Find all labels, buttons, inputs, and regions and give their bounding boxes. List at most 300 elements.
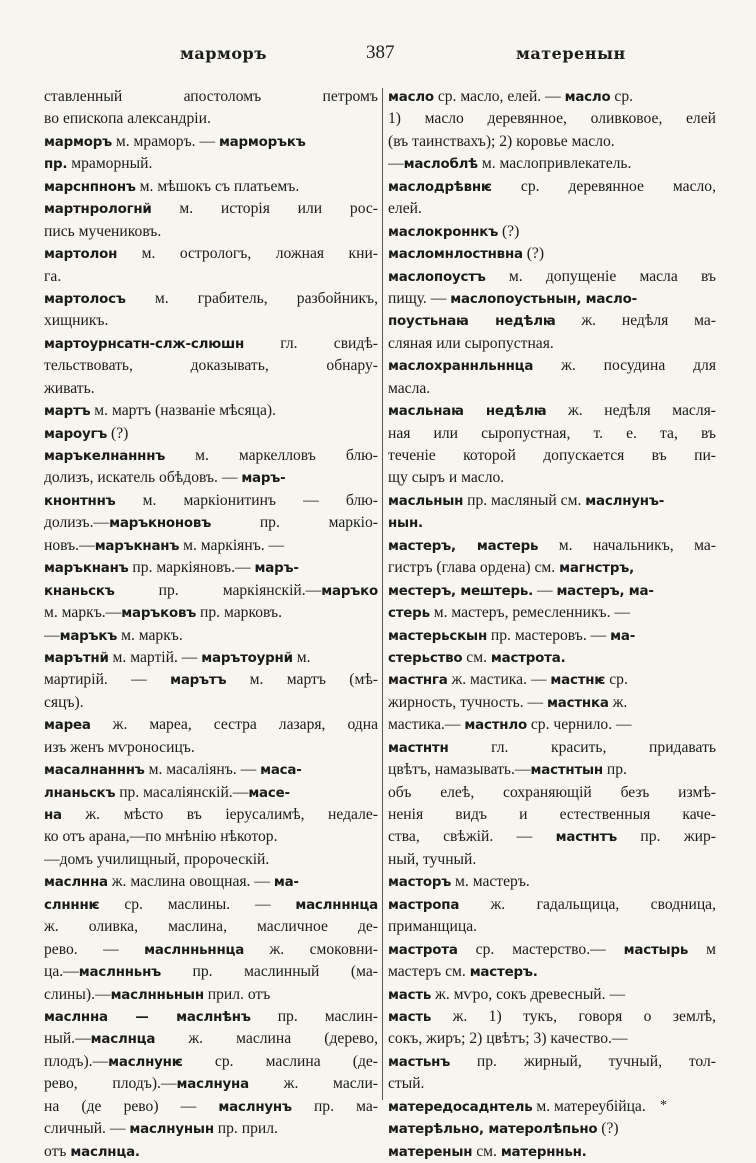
headword: мароугъ [44, 426, 108, 442]
definition-text: м. мѣшокъ съ платьемъ. [135, 177, 300, 195]
headword: маръ- [254, 561, 299, 577]
headword: маслнуна [176, 1077, 249, 1093]
definition-text: плодъ).— [44, 1052, 109, 1070]
text-line [44, 669, 378, 691]
text-line [44, 625, 378, 647]
definition-text: пр. жир- [617, 828, 716, 846]
text-line [44, 804, 378, 826]
headword: масть [388, 1009, 432, 1025]
headword: мастнѥ [550, 673, 606, 689]
definition-text: ный, тучный. [388, 850, 477, 868]
definition-text: 1) масло деревянное, оливковое, елей [388, 110, 716, 128]
definition-text: (?) [498, 222, 520, 240]
headword: мастрота. [490, 650, 566, 666]
text-line [388, 782, 716, 804]
headword: мартнрологнй [44, 202, 152, 218]
text-line [388, 849, 716, 871]
headword: маръко [321, 583, 378, 599]
definition-text: пр. жирный, тучный, тол- [450, 1052, 716, 1070]
definition-text: пр. масаліянскій.— [115, 783, 249, 801]
text-line [388, 647, 716, 669]
definition-text: м. мартій. — [108, 648, 202, 666]
text-line [388, 984, 716, 1006]
text-line [44, 467, 378, 489]
definition-text: новъ.— [44, 536, 95, 554]
definition-text: ж. маслина овощная. — [107, 873, 274, 891]
text-line [388, 131, 716, 153]
definition-text: га. [44, 267, 62, 285]
text-line [388, 86, 716, 108]
definition-text: пись мучениковъ. [44, 222, 162, 240]
definition-text: м. [292, 648, 311, 666]
definition-text: (?) [522, 245, 545, 263]
definition-text: пр. [603, 761, 627, 779]
text-line [388, 266, 716, 288]
text-line [388, 108, 716, 130]
headword: стерь [388, 606, 430, 622]
headword: масльнаꙗ недѣлꙗ [388, 404, 547, 420]
text-line [388, 355, 716, 377]
definition-text: (въ таинствахъ); 2) коровье масло. [388, 132, 615, 150]
headword: масть [388, 987, 432, 1003]
headword: масльнын [388, 493, 464, 509]
text-line [388, 692, 716, 714]
text-line [44, 782, 378, 804]
text-line [388, 310, 716, 332]
headword: мастнтъ [555, 830, 618, 846]
text-line [44, 984, 378, 1006]
headword: матернньн. [500, 1144, 587, 1160]
definition-text: мраморный. [67, 155, 153, 173]
text-line [388, 714, 716, 736]
definition-text: прил. отъ [203, 985, 271, 1003]
definition-text: —домъ училищный, пророческій. [44, 850, 270, 868]
definition-text: ж. маслина (дерево, [155, 1030, 378, 1048]
text-line [388, 580, 716, 602]
headword: мастнло [464, 718, 527, 734]
text-line [44, 961, 378, 983]
text-line [44, 692, 378, 714]
definition-text: пр. маркіянскій.— [114, 581, 322, 599]
definition-text: ср. чернило. — [526, 716, 632, 734]
definition-text: м. масаліянъ. — [144, 761, 261, 779]
definition-text: м. мартъ (названіе мѣсяца). [90, 402, 276, 420]
headword: масторъ [388, 875, 452, 891]
text-line [388, 894, 716, 916]
headword: кнонтннъ [44, 493, 116, 509]
definition-text: щу сыръ и масло. [388, 469, 505, 487]
text-line [44, 939, 378, 961]
definition-text: ный.— [44, 1030, 91, 1048]
definition-text: — [533, 581, 557, 599]
definition-text: м. грабитель, разбойникъ, [125, 289, 378, 307]
definition-text: гистръ (глава ордена) см. [388, 559, 560, 577]
running-head-right: матеренын [516, 44, 626, 63]
text-line [388, 1118, 716, 1140]
text-line [44, 400, 378, 422]
text-line [388, 445, 716, 467]
left-column [44, 86, 378, 1163]
headword: матерѣльно, матеролѣпьно [388, 1122, 598, 1138]
text-line [388, 490, 716, 512]
headword: масло [564, 90, 611, 105]
text-line [44, 490, 378, 512]
text-line [44, 557, 378, 579]
definition-text: во епископа александріи. [44, 110, 211, 128]
headword: маслохраннльннца [388, 359, 534, 375]
definition-text: гл. свидѣ- [244, 334, 378, 352]
text-line [44, 714, 378, 736]
headword: мастеръ. [469, 965, 538, 981]
text-line [388, 1006, 716, 1028]
text-line [388, 243, 716, 265]
headword: маслнннца [295, 897, 378, 913]
definition-text: отъ [44, 1142, 71, 1160]
text-line [388, 423, 716, 445]
text-line [388, 826, 716, 848]
text-line [388, 378, 716, 400]
headword: мартоурнсатн-слж-слюшн [44, 336, 245, 352]
definition-text: пр. маслин- [250, 1007, 378, 1025]
text-line [388, 333, 716, 355]
definition-text: ср. маслина (де- [182, 1052, 378, 1070]
headword: маслнна [44, 875, 108, 891]
definition-text: ненія видъ и естественныя каче- [388, 806, 716, 823]
definition-text: пр. масляный см. [463, 491, 586, 509]
headword: маръковъ [121, 606, 197, 622]
text-line [44, 378, 378, 400]
definition-text: м. острологъ, ложная кни- [117, 245, 378, 263]
definition-text: хищникъ. [44, 312, 109, 330]
headword: на [44, 808, 62, 823]
headword: маслодрѣвнѥ [388, 179, 492, 195]
definition-text: м. маркъ.— [44, 604, 122, 622]
definition-text: ства, свѣжій. — [388, 828, 556, 846]
definition-text: елей. [388, 200, 422, 218]
headword: маслопоустъ [388, 269, 486, 285]
definition-text: (?) [597, 1120, 619, 1138]
headword: масе- [248, 785, 290, 801]
text-line [44, 355, 378, 377]
text-line [388, 669, 716, 691]
text-line [388, 288, 716, 310]
running-head-left: марморъ [180, 44, 267, 63]
text-line [44, 153, 378, 175]
text-line [44, 176, 378, 198]
headword: матередосаднтель [388, 1099, 533, 1115]
text-line [388, 221, 716, 243]
text-line [44, 198, 378, 220]
definition-text: ж. гадальщица, сводница, [459, 895, 716, 913]
headword: маръкнанъ [44, 561, 129, 577]
text-line [44, 602, 378, 624]
text-line [44, 849, 378, 871]
definition-text: ср. [610, 88, 634, 105]
headword: маслнунын [129, 1122, 214, 1138]
headword: маръ- [241, 471, 286, 487]
text-line [388, 804, 716, 826]
definition-text: приманщица. [388, 918, 478, 936]
definition-text: ца.— [44, 963, 79, 981]
headword: мартъ [44, 404, 91, 420]
text-line [388, 1141, 716, 1163]
definition-text: ставленный апостоломъ петромъ [44, 88, 378, 105]
definition-text: ж. 1) тукъ, говоря о землѣ, [431, 1007, 716, 1025]
headword: мастропа [388, 897, 460, 913]
text-line [44, 871, 378, 893]
headword: поустьнаꙗ недѣлꙗ [388, 314, 556, 330]
headword: маръкъ [59, 628, 118, 644]
text-line [44, 916, 378, 938]
definition-text: м. маркъ. [117, 626, 183, 644]
text-line [44, 535, 378, 557]
definition-text: объ елеѣ, сохраняющій безъ измѣ- [388, 783, 716, 801]
definition-text: ко отъ арана,—по мнѣнію нѣкотор. [44, 828, 278, 846]
definition-text: мастика.— [388, 716, 465, 734]
definition-text: слины).— [44, 985, 111, 1003]
text-line [44, 131, 378, 153]
text-line [44, 1006, 378, 1028]
headword: марморъ [44, 134, 112, 150]
headword: нын. [388, 516, 423, 532]
text-line [44, 1096, 378, 1118]
headword: маслнньнын [110, 987, 204, 1003]
definition-text: долизъ, искатель обѣдовъ. — [44, 469, 242, 487]
headword: маслопоустьнын, масло- [450, 291, 637, 307]
definition-text: ср. маслины. — [99, 895, 296, 913]
definition-text: сокъ, жиръ; 2) цвѣтъ; 3) качество.— [388, 1030, 628, 1048]
definition-text: пр. маркіяновъ.— [128, 559, 255, 577]
definition-text: ж. масли- [248, 1075, 378, 1093]
text-line [44, 266, 378, 288]
definition-text: сяцъ). [44, 693, 84, 711]
definition-text: ср. деревянное масло, [491, 177, 716, 195]
definition-text: м. мастеръ, ремесленникъ. — [429, 604, 630, 622]
definition-text: мартирій. — [44, 671, 171, 689]
text-line [388, 153, 716, 175]
footer-mark: * [660, 1098, 667, 1113]
column-divider [382, 88, 383, 1100]
headword: стерьство [388, 650, 463, 666]
headword: маслоблѣ [403, 157, 478, 173]
text-line [388, 535, 716, 557]
definition-text: м. мраморъ. — [111, 132, 219, 150]
text-line [44, 310, 378, 332]
definition-text: м. маркіонитинъ — блю- [115, 491, 378, 509]
text-line [388, 400, 716, 422]
text-line [388, 759, 716, 781]
headword: маръкнанъ [94, 538, 180, 554]
headword: маслнньнъ [78, 965, 161, 981]
definition-text: — [388, 155, 404, 173]
text-line [388, 176, 716, 198]
headword: ма- [610, 628, 636, 644]
text-line [388, 1028, 716, 1050]
definition-text: м. матереубійца. [532, 1097, 646, 1115]
headword: маслнца [90, 1032, 156, 1048]
text-line [388, 557, 716, 579]
definition-text: пр. марковъ. [196, 604, 282, 622]
headword: лнаньскъ [44, 785, 116, 801]
headword: масломнлостнвна [388, 247, 523, 263]
headword: марътнй [44, 650, 109, 666]
text-line [388, 602, 716, 624]
definition-text: сляная или сыропустная. [388, 334, 554, 352]
definition-text: пищу. — [388, 289, 451, 307]
headword: пр. [44, 157, 68, 173]
definition-text: изъ женъ мѵроносицъ. [44, 738, 195, 756]
definition-text: пр. маслинный (ма- [160, 963, 378, 981]
definition-text: ж. [608, 693, 628, 711]
definition-text: см. [462, 648, 491, 666]
definition-text: — [44, 626, 60, 644]
definition-text: ср. масло, елей. — [433, 88, 565, 105]
definition-text: м. начальникъ, ма- [538, 536, 716, 554]
definition-text: ср. мастерство.— [457, 940, 624, 958]
text-line [44, 445, 378, 467]
headword: маслнунъ [218, 1099, 292, 1115]
definition-text: ср. [605, 671, 628, 689]
text-line [388, 916, 716, 938]
headword: мастерьскын [388, 628, 488, 644]
text-line [44, 288, 378, 310]
definition-text: пр. прил. [213, 1120, 278, 1138]
headword: маслокроннкъ [388, 224, 499, 240]
headword: мастрота [388, 942, 458, 958]
definition-text: рево. — [44, 940, 145, 958]
definition-text: ная или сыропустная, т. е. та, въ [388, 424, 716, 442]
headword: маслнца. [70, 1144, 140, 1160]
headword: мастеръ, ма- [556, 583, 654, 599]
headword: местеръ, мештерь. [388, 583, 534, 599]
definition-text: ж. недѣля ма- [555, 312, 716, 330]
definition-text: гл. красить, придавать [448, 738, 716, 756]
text-line [44, 423, 378, 445]
text-line [388, 939, 716, 961]
text-line [44, 333, 378, 355]
text-line [44, 826, 378, 848]
headword: марътоурнй [201, 650, 293, 666]
running-head [40, 44, 730, 70]
headword: мастнга [388, 673, 448, 689]
headword: магнстръ, [559, 561, 634, 577]
text-line [388, 198, 716, 220]
headword: кнаньскъ [44, 583, 115, 599]
text-line [44, 243, 378, 265]
definition-text: цвѣтъ, намазывать.— [388, 761, 531, 779]
text-line [44, 221, 378, 243]
headword: маслнунѥ [108, 1054, 183, 1070]
text-line [44, 86, 378, 108]
text-line [388, 871, 716, 893]
headword: мартолосъ [44, 291, 126, 307]
headword: масалнанннъ [44, 763, 145, 779]
definition-text: стый. [388, 1075, 425, 1093]
definition-text: ж. смоковни- [244, 940, 378, 958]
headword: мартолон [44, 247, 118, 263]
definition-text: м. маркіянъ. — [179, 536, 285, 554]
definition-text: живать. [44, 379, 95, 397]
text-line [44, 580, 378, 602]
headword: слнннѥ [44, 897, 100, 913]
definition-text: м. мастеръ. [451, 873, 530, 891]
definition-text: м. мартъ (мѣ- [226, 671, 378, 689]
definition-text: м. исторія или рос- [151, 200, 378, 218]
text-line [44, 1118, 378, 1140]
definition-text: (?) [107, 424, 129, 442]
headword: маръкелнанннъ [44, 449, 166, 464]
definition-text: пр. мастеровъ. — [487, 626, 611, 644]
definition-text: ж. недѣля масля- [546, 402, 716, 420]
headword: марморъкъ [218, 134, 306, 150]
definition-text: м. допущеніе масла въ [485, 267, 716, 285]
definition-text: долизъ.— [44, 514, 110, 532]
definition-text: ж. мастика. — [447, 671, 551, 689]
headword: маслнна — маслнѣнъ [44, 1009, 251, 1025]
text-line [44, 512, 378, 534]
definition-text: ж. мѵро, сокъ древесный. — [431, 985, 626, 1003]
headword: матеренын [388, 1144, 473, 1160]
right-column [388, 86, 716, 1163]
headword: маслнньннца [144, 942, 245, 958]
definition-text: пр. ма- [291, 1097, 378, 1115]
definition-text: тельствовать, доказывать, обнару- [44, 357, 378, 375]
definition-text: см. [472, 1142, 501, 1160]
text-line [44, 647, 378, 669]
headword: маслнунъ- [585, 493, 665, 509]
definition-text: м [688, 940, 716, 958]
text-line [388, 961, 716, 983]
headword: мареа [44, 718, 91, 734]
definition-text: жирность, тучность. — [388, 693, 548, 711]
text-line [388, 1051, 716, 1073]
headword: ма- [273, 875, 299, 891]
definition-text: мастеръ см. [388, 963, 470, 981]
text-line [388, 737, 716, 759]
page-number: 387 [366, 42, 395, 63]
text-line [44, 894, 378, 916]
text-line [44, 108, 378, 130]
definition-text: м. маслопривлекатель. [477, 155, 632, 173]
headword: маса- [260, 763, 302, 779]
text-line [44, 759, 378, 781]
headword: мастьнъ [388, 1054, 451, 1070]
definition-text: м. маркелловъ блю- [165, 447, 378, 464]
definition-text: ж. оливка, маслина, масличное де- [44, 918, 378, 936]
text-line [44, 1141, 378, 1163]
definition-text: ж. мареа, сестра лазаря, одна [90, 716, 378, 734]
headword: мастеръ, мастерь [388, 538, 539, 554]
definition-text: ж. посудина для [533, 357, 716, 375]
headword: мастнка [547, 695, 609, 711]
text-line [388, 1073, 716, 1095]
definition-text: сличный. — [44, 1120, 130, 1138]
definition-text: масла. [388, 379, 431, 397]
definition-text: теченіе которой допускается въ пи- [388, 447, 716, 464]
headword: масло [388, 90, 434, 105]
text-line [44, 1073, 378, 1095]
headword: марътъ [170, 673, 227, 689]
headword: мастнтын [530, 763, 603, 779]
definition-text: ж. мѣсто въ іерусалимѣ, недале- [61, 806, 378, 823]
headword: мастнтн [388, 740, 449, 756]
text-line [44, 1051, 378, 1073]
definition-text: на (де рево) — [44, 1097, 219, 1115]
text-line [44, 1028, 378, 1050]
definition-text: пр. маркіо- [211, 514, 378, 532]
text-line [388, 625, 716, 647]
text-line [388, 512, 716, 534]
